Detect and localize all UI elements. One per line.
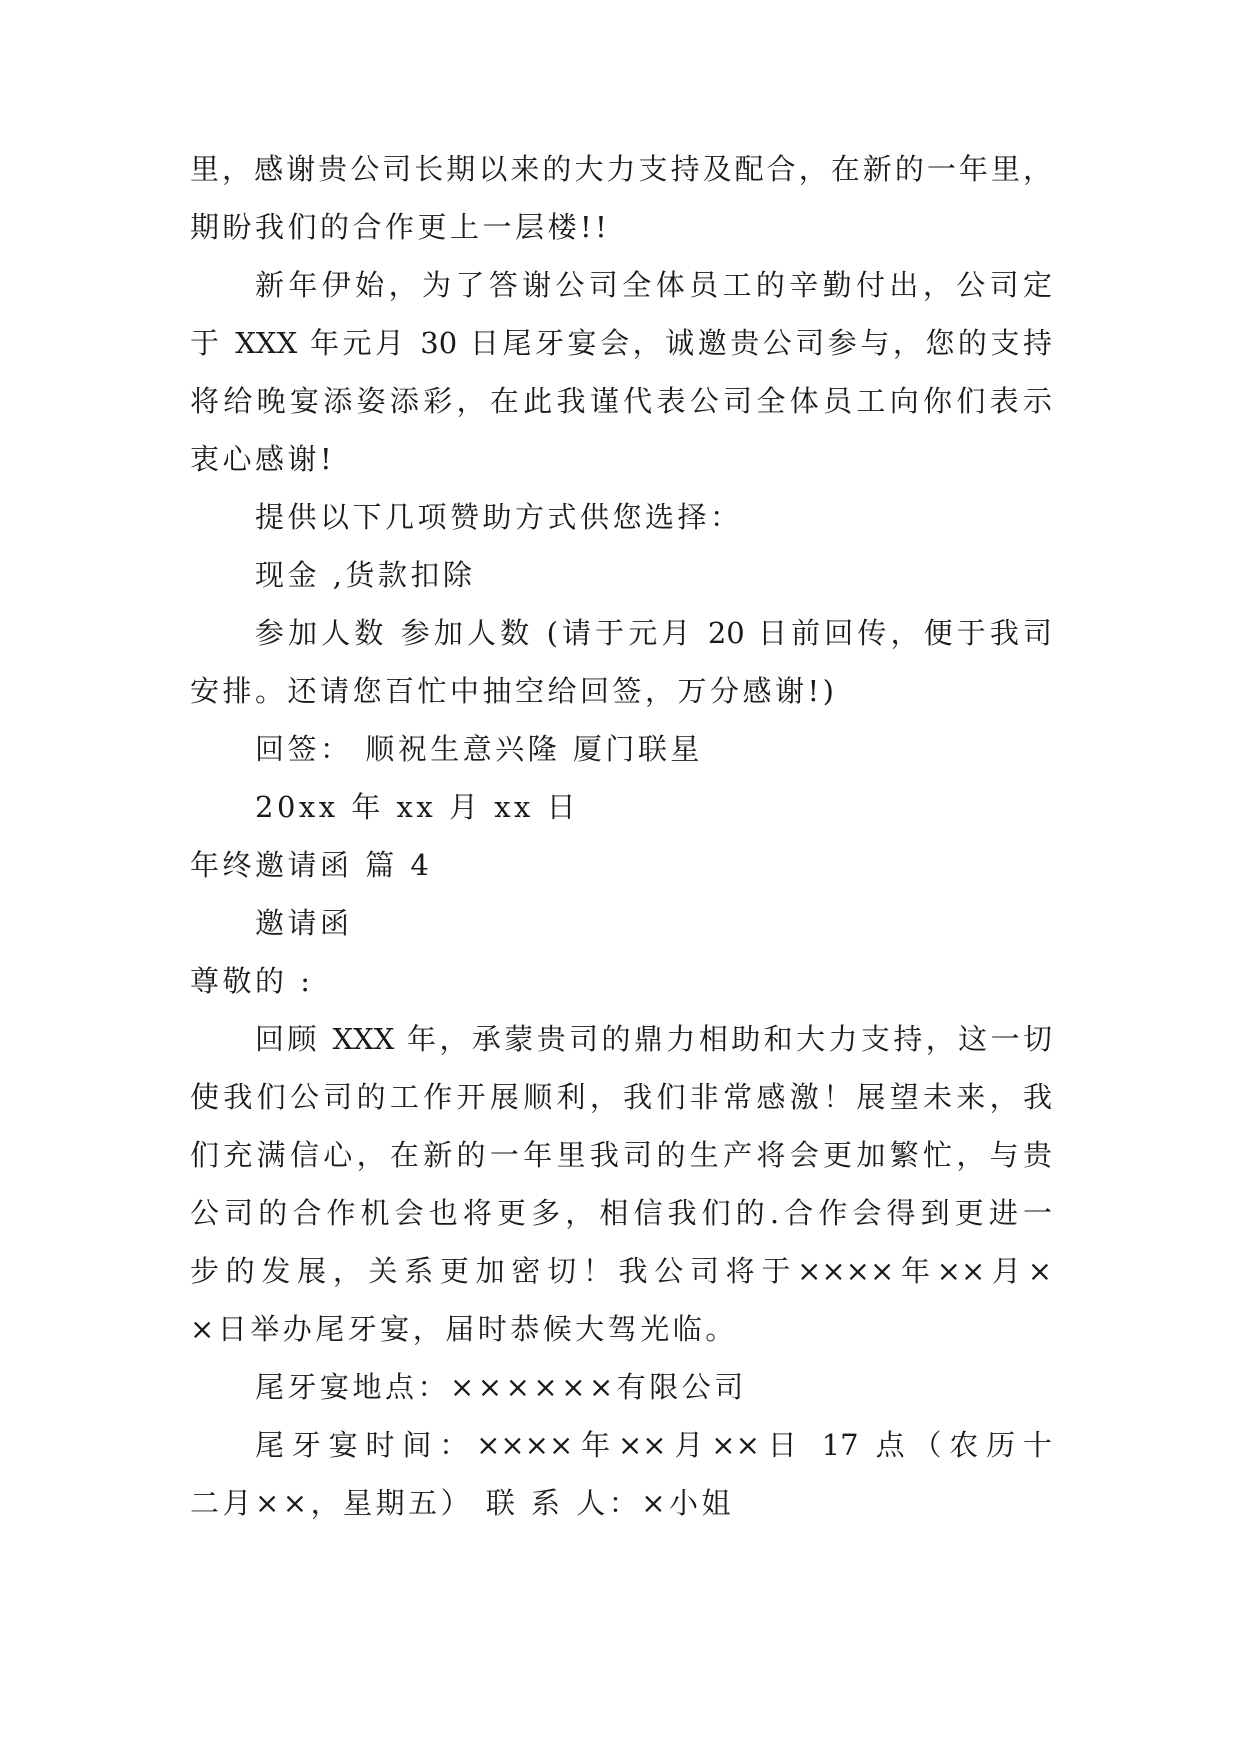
paragraph-line: 安排。还请您百忙中抽空给回签，万分感谢!): [190, 674, 838, 708]
paragraph-line: 参加人数 参加人数 (请于元月 20 日前回传，便于我司: [255, 616, 1052, 650]
section-heading: 年终邀请函 篇 4: [190, 848, 433, 882]
paragraph-line: 于 XXX 年元月 30 日尾牙宴会，诚邀贵公司参与，您的支持: [190, 326, 1052, 360]
paragraph-line: 们充满信心，在新的一年里我司的生产将会更加繁忙，与贵: [190, 1138, 1052, 1172]
paragraph-line: ×日举办尾牙宴，届时恭候大驾光临。: [190, 1312, 738, 1346]
paragraph-line: 新年伊始，为了答谢公司全体员工的辛勤付出，公司定: [255, 268, 1052, 302]
paragraph-line: 将给晚宴添姿添彩，在此我谨代表公司全体员工向你们表示: [190, 384, 1052, 418]
time-line: 尾牙宴时间：××××年××月××日 17 点（农历十: [255, 1428, 1052, 1462]
paragraph-line: 提供以下几项赞助方式供您选择：: [255, 500, 743, 534]
paragraph-line: 衷心感谢!: [190, 442, 336, 476]
paragraph-line: 使我们公司的工作开展顺利，我们非常感激！展望未来，我: [190, 1080, 1052, 1114]
letter-title: 邀请函: [255, 906, 353, 940]
date-line: 20xx 年 xx 月 xx 日: [255, 790, 580, 824]
paragraph-line: 回签： 顺祝生意兴隆 厦门联星: [255, 732, 703, 766]
venue-line: 尾牙宴地点：××××××有限公司: [255, 1370, 747, 1404]
paragraph-line: 里，感谢贵公司长期以来的大力支持及配合，在新的一年里，: [190, 152, 1052, 186]
contact-line: 二月××，星期五） 联 系 人：×小姐: [190, 1486, 735, 1520]
paragraph-line: 回顾 XXX 年，承蒙贵司的鼎力相助和大力支持，这一切: [255, 1022, 1052, 1056]
paragraph-line: 步的发展，关系更加密切！我公司将于××××年××月×: [190, 1254, 1052, 1288]
paragraph-line: 现金 ,货款扣除: [255, 558, 476, 592]
paragraph-line: 期盼我们的合作更上一层楼!!: [190, 210, 611, 244]
paragraph-line: 公司的合作机会也将更多，相信我们的.合作会得到更进一: [190, 1196, 1052, 1230]
salutation: 尊敬的 :: [190, 964, 314, 998]
